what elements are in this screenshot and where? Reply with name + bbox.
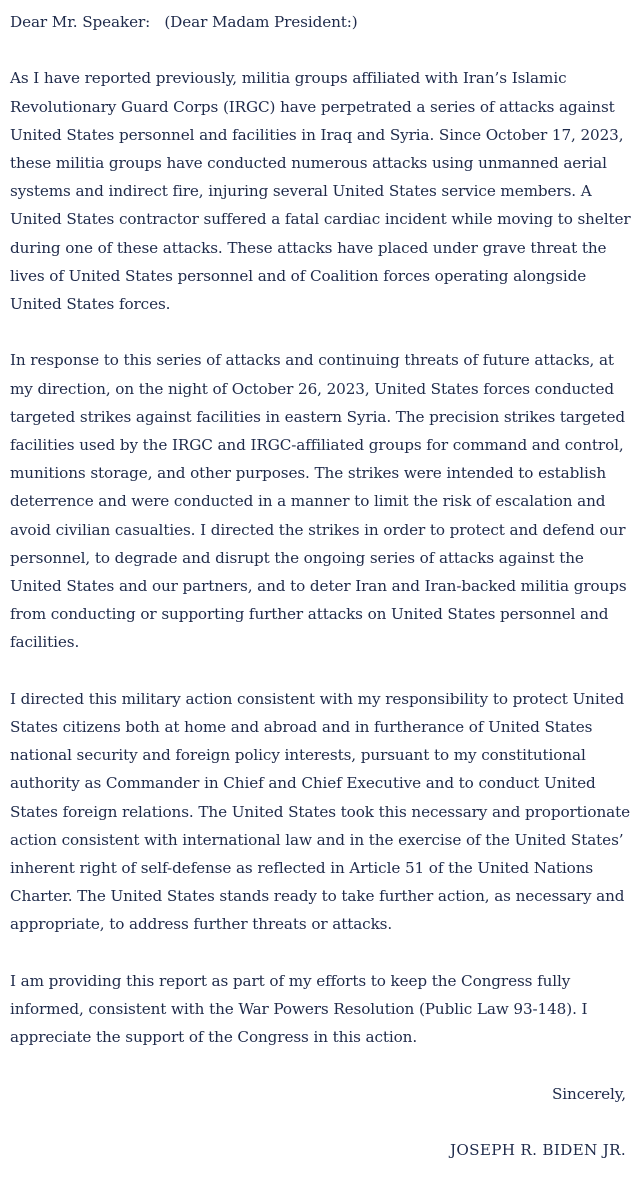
paragraph-strikes-response: In response to this series of attacks and continuing threats of future attacks, at my direction, on the night of October 26, 2023, United States forces conducted targeted strikes against facilities in eastern Syria. The precision strikes targeted facilities used by the IRGC and IRGC-affiliated groups for command and control, munitions storage, and other purposes. The strikes were intended to establish deterrence and were conducted in a manner to limit the risk of escalation and avoid civilian casualties. I directed the strikes in order to protect and defend our personnel, to degrade and disrupt the ongoing series of attacks against the United States and our partners, and to deter Iran and Iran-backed militia groups from conducting or supporting further attacks on United States personnel and facilities. <box>10 351 627 652</box>
letter-body <box>10 8 632 1164</box>
paragraph-legal-authority: I directed this military action consistent with my responsibility to protect United States citizens both at home and abroad and in furtherance of United States national security and foreign policy interests, pursuant to my constitutional authority as Commander in Chief and Chief Executive and to conduct United States foreign relations. The United States took this necessary and proportionate action consistent with international law and in the exercise of the United States’ inherent right of self-defense as reflected in Article 51 of the United Nations Charter. The United States stands ready to take further action, as necessary and appropriate, to address further threats or attacks. <box>10 689 630 934</box>
paragraph-attacks-report: As I have reported previously, militia groups affiliated with Iran’s Islamic Revolutionary Guard Corps (IRGC) have perpetrated a series of attacks against United States personnel and facilities in Iraq and Syria. Since October 17, 2023, these militia groups have conducted numerous attacks using unmanned aerial systems and indirect fire, injuring several United States service members. A United States contractor suffered a fatal cardiac incident while moving to shelter during one of these attacks. These attacks have placed under grave threat the lives of United States personnel and of Coalition forces operating alongside United States forces. <box>10 69 631 314</box>
paragraph-war-powers-report: I am providing this report as part of my efforts to keep the Congress fully informed, consistent with the War Powers Resolution (Public Law 93-148). I appreciate the support of the Congress in this action. <box>10 971 588 1047</box>
signature: JOSEPH R. BIDEN JR. <box>449 1141 626 1160</box>
salutation: Dear Mr. Speaker: (Dear Madam President:) <box>10 13 358 31</box>
closing: Sincerely, <box>551 1084 626 1103</box>
